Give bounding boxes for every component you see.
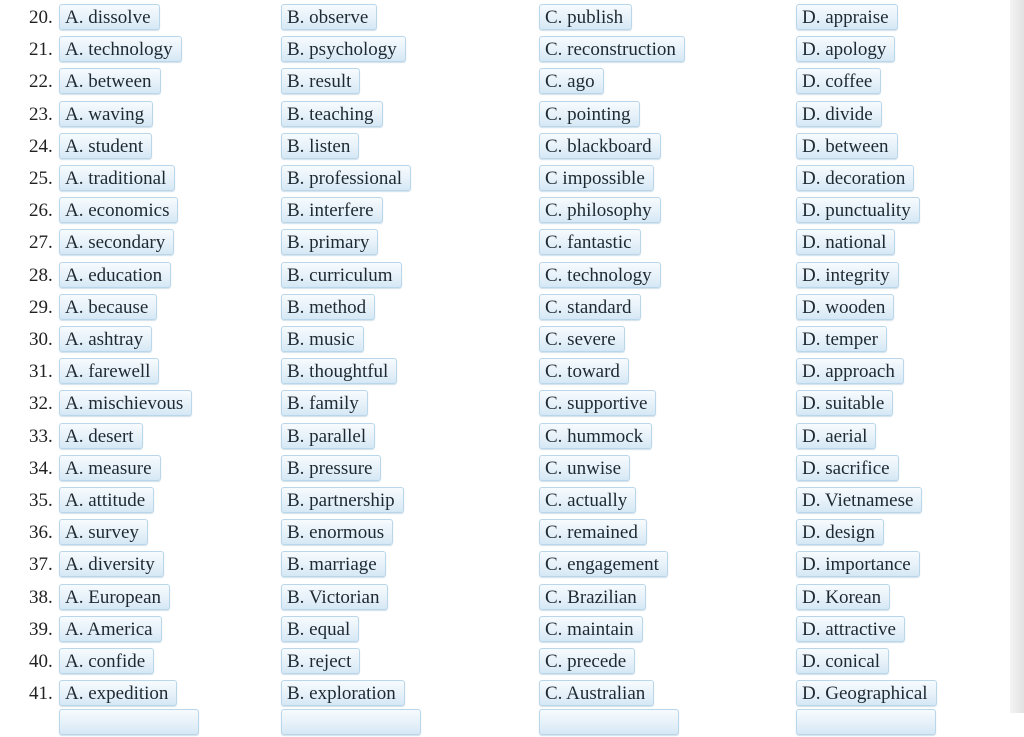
- option-a[interactable]: A. diversity: [59, 551, 164, 577]
- option-a[interactable]: A. waving: [59, 101, 153, 127]
- option-c[interactable]: C. supportive: [539, 390, 656, 416]
- option-d[interactable]: D. coffee: [796, 68, 881, 94]
- option-d[interactable]: D. temper: [796, 326, 887, 352]
- option-b[interactable]: B. listen: [281, 133, 359, 159]
- option-c[interactable]: C. unwise: [539, 455, 630, 481]
- question-number: 22.: [29, 71, 53, 92]
- option-d[interactable]: D. Vietnamese: [796, 487, 922, 513]
- option-a[interactable]: A. America: [59, 616, 162, 642]
- option-b[interactable]: B. teaching: [281, 101, 383, 127]
- question-row: [0, 68, 1010, 96]
- question-row: [0, 358, 1010, 386]
- question-row: [0, 262, 1010, 290]
- page-edge: [1010, 0, 1024, 713]
- question-number: 35.: [29, 490, 53, 511]
- option-a[interactable]: A. technology: [59, 36, 182, 62]
- question-row: [0, 455, 1010, 483]
- option-b[interactable]: B. music: [281, 326, 364, 352]
- question-row: [0, 326, 1010, 354]
- question-row: [0, 165, 1010, 193]
- option-c[interactable]: C. precede: [539, 648, 635, 674]
- option-c[interactable]: C. blackboard: [539, 133, 661, 159]
- option-b[interactable]: B. family: [281, 390, 368, 416]
- question-number: 34.: [29, 458, 53, 479]
- option-b[interactable]: B. Victorian: [281, 584, 388, 610]
- question-number: 20.: [29, 7, 53, 28]
- option-d[interactable]: D. appraise: [796, 4, 898, 30]
- question-row: [0, 229, 1010, 257]
- question-row: [0, 294, 1010, 322]
- question-row: [0, 36, 1010, 64]
- question-row: [0, 4, 1010, 32]
- question-row: [0, 423, 1010, 451]
- option-a[interactable]: A. economics: [59, 197, 178, 223]
- option-c[interactable]: C. Australian: [539, 680, 654, 706]
- option-b[interactable]: B. observe: [281, 4, 377, 30]
- option-a[interactable]: A. student: [59, 133, 152, 159]
- option-a[interactable]: A. confide: [59, 648, 154, 674]
- option-d[interactable]: D. attractive: [796, 616, 905, 642]
- option-b[interactable]: B. equal: [281, 616, 359, 642]
- option-d[interactable]: D. Korean: [796, 584, 890, 610]
- option-d[interactable]: D. conical: [796, 648, 889, 674]
- cut-off-row: [0, 709, 1010, 737]
- option-c[interactable]: C. Brazilian: [539, 584, 646, 610]
- question-row: [0, 680, 1010, 708]
- option-d[interactable]: D. sacrifice: [796, 455, 899, 481]
- question-number: 38.: [29, 587, 53, 608]
- question-number: 25.: [29, 168, 53, 189]
- option-b[interactable]: B. partnership: [281, 487, 404, 513]
- option-a[interactable]: A. between: [59, 68, 161, 94]
- option-c[interactable]: C. engagement: [539, 551, 668, 577]
- option-b[interactable]: B. primary: [281, 229, 378, 255]
- option-a[interactable]: A. mischievous: [59, 390, 192, 416]
- option-a[interactable]: A. education: [59, 262, 171, 288]
- option-b[interactable]: B. thoughtful: [281, 358, 397, 384]
- option-a[interactable]: A. because: [59, 294, 157, 320]
- question-number: 21.: [29, 39, 53, 60]
- option-c[interactable]: C. philosophy: [539, 197, 661, 223]
- question-number: 26.: [29, 200, 53, 221]
- question-number: 33.: [29, 426, 53, 447]
- question-number: 32.: [29, 393, 53, 414]
- option-d[interactable]: D. importance: [796, 551, 920, 577]
- option-c[interactable]: C. pointing: [539, 101, 640, 127]
- question-row: [0, 133, 1010, 161]
- question-number: 30.: [29, 329, 53, 350]
- question-row: [0, 584, 1010, 612]
- option-b[interactable]: B. enormous: [281, 519, 393, 545]
- option-a[interactable]: A. traditional: [59, 165, 175, 191]
- option-d[interactable]: D. national: [796, 229, 895, 255]
- question-number: 41.: [29, 683, 53, 704]
- option-b[interactable]: B. exploration: [281, 680, 405, 706]
- option-b[interactable]: B. method: [281, 294, 375, 320]
- option-c[interactable]: C. remained: [539, 519, 647, 545]
- option-a[interactable]: A. dissolve: [59, 4, 160, 30]
- option-d[interactable]: D. approach: [796, 358, 904, 384]
- option-d[interactable]: D. divide: [796, 101, 882, 127]
- question-row: [0, 616, 1010, 644]
- option-a[interactable]: A. secondary: [59, 229, 174, 255]
- option-c[interactable]: C. standard: [539, 294, 641, 320]
- option-a[interactable]: A. measure: [59, 455, 161, 481]
- question-row: [0, 648, 1010, 676]
- option-b[interactable]: B. parallel: [281, 423, 375, 449]
- question-number: 29.: [29, 297, 53, 318]
- question-row: [0, 551, 1010, 579]
- option-b[interactable]: B. psychology: [281, 36, 406, 62]
- question-number: 23.: [29, 104, 53, 125]
- option-c[interactable]: C. toward: [539, 358, 629, 384]
- option-a[interactable]: A. farewell: [59, 358, 159, 384]
- option-b[interactable]: B. pressure: [281, 455, 381, 481]
- option-c[interactable]: C. publish: [539, 4, 632, 30]
- question-number: 27.: [29, 232, 53, 253]
- option-c[interactable]: C. maintain: [539, 616, 643, 642]
- question-row: [0, 519, 1010, 547]
- option-b[interactable]: B. reject: [281, 648, 360, 674]
- question-number: 36.: [29, 522, 53, 543]
- option-d[interactable]: D. between: [796, 133, 898, 159]
- option-a[interactable]: A. survey: [59, 519, 148, 545]
- option-c[interactable]: C. ago: [539, 68, 604, 94]
- option-a[interactable]: A. expedition: [59, 680, 177, 706]
- option-c[interactable]: C. hummock: [539, 423, 652, 449]
- option-a[interactable]: A. ashtray: [59, 326, 152, 352]
- option-d[interactable]: D. apology: [796, 36, 895, 62]
- question-number: 40.: [29, 651, 53, 672]
- option-d[interactable]: D. suitable: [796, 390, 893, 416]
- option-c[interactable]: C. fantastic: [539, 229, 641, 255]
- option-c[interactable]: C. reconstruction: [539, 36, 685, 62]
- option-d[interactable]: D. punctuality: [796, 197, 920, 223]
- question-number: 31.: [29, 361, 53, 382]
- question-row: [0, 101, 1010, 129]
- option-c[interactable]: C. severe: [539, 326, 625, 352]
- question-number: 37.: [29, 554, 53, 575]
- option-c[interactable]: C. actually: [539, 487, 636, 513]
- option-d[interactable]: D. decoration: [796, 165, 914, 191]
- option-a[interactable]: A. attitude: [59, 487, 154, 513]
- question-row: [0, 390, 1010, 418]
- question-row: [0, 197, 1010, 225]
- option-d[interactable]: D. integrity: [796, 262, 899, 288]
- option-b[interactable]: B. interfere: [281, 197, 383, 223]
- option-b[interactable]: B. result: [281, 68, 360, 94]
- option-d[interactable]: D. design: [796, 519, 884, 545]
- option-d[interactable]: D. aerial: [796, 423, 876, 449]
- option-b[interactable]: B. curriculum: [281, 262, 402, 288]
- question-row: [0, 487, 1010, 515]
- option-b[interactable]: B. marriage: [281, 551, 386, 577]
- option-a[interactable]: A. desert: [59, 423, 143, 449]
- option-b[interactable]: B. professional: [281, 165, 411, 191]
- question-number: 28.: [29, 265, 53, 286]
- option-c[interactable]: C. technology: [539, 262, 661, 288]
- option-d[interactable]: D. wooden: [796, 294, 894, 320]
- option-d[interactable]: D. Geographical: [796, 680, 937, 706]
- question-number: 24.: [29, 136, 53, 157]
- question-number: 39.: [29, 619, 53, 640]
- option-c[interactable]: C impossible: [539, 165, 654, 191]
- option-a[interactable]: A. European: [59, 584, 170, 610]
